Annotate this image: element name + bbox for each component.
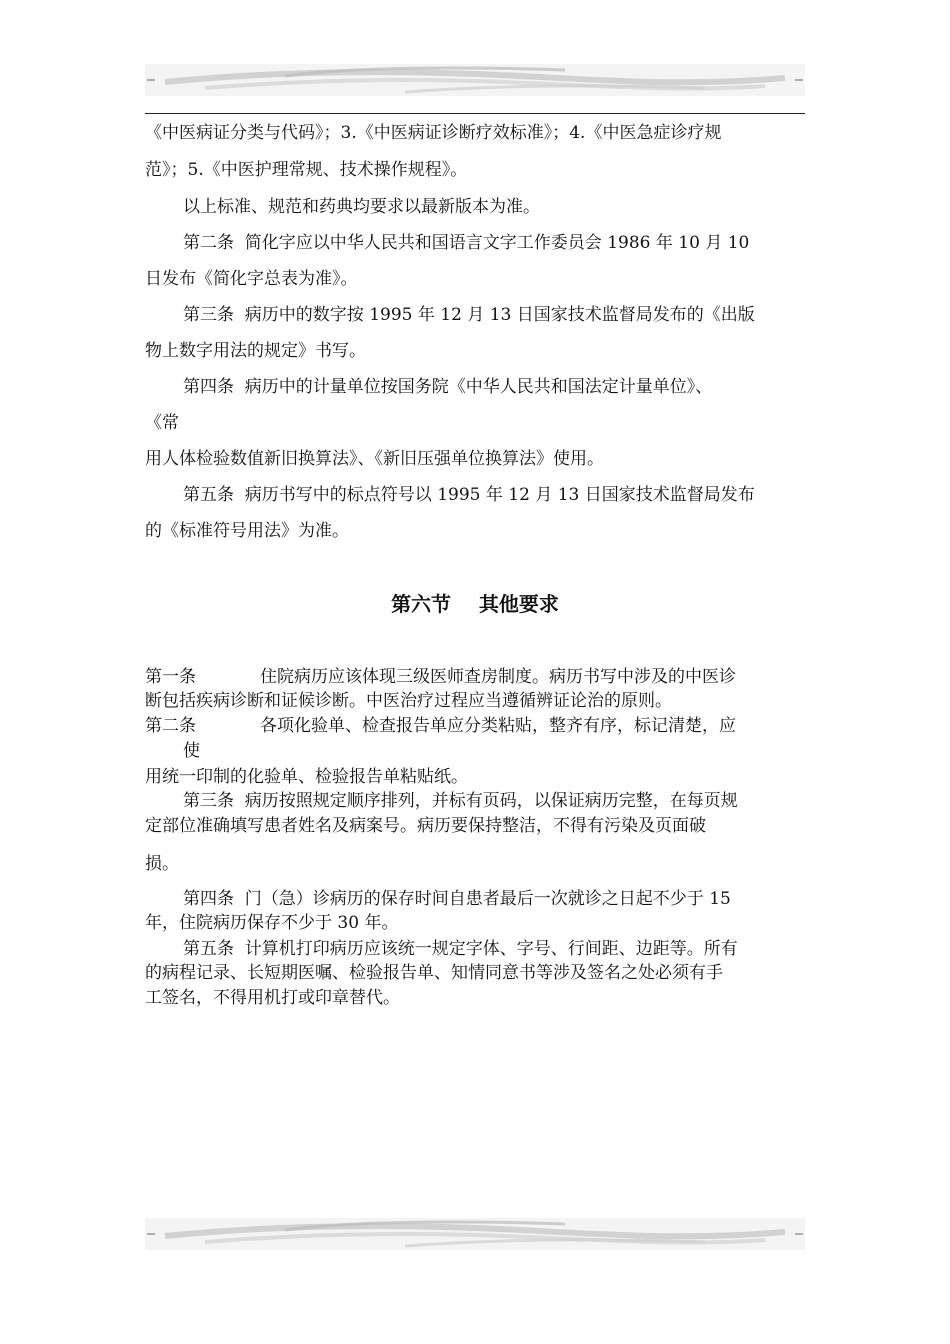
article-4-line: 用人体检验数值新旧换算法》、《新旧压强单位换算法》使用。 bbox=[145, 449, 604, 469]
article-3-line: 第三条 病历按照规定顺序排列，并标有页码，以保证病历完整，在每页规 bbox=[183, 791, 738, 811]
header-brush-decoration bbox=[145, 58, 805, 102]
section-title: 第六节 其他要求 bbox=[391, 592, 559, 616]
article-5-line: 第五条 计算机打印病历应该统一规定字体、字号、行间距、边距等。所有 bbox=[183, 939, 738, 959]
article-5-line: 工签名，不得用机打或印章替代。 bbox=[145, 988, 400, 1008]
header-rule bbox=[145, 113, 805, 114]
footer-brush-decoration bbox=[145, 1212, 805, 1256]
body-line: 《中医病证分类与代码》；3.《中医病证诊断疗效标准》；4.《中医急症诊疗规 bbox=[145, 123, 722, 143]
article-1-line: 断包括疾病诊断和证候诊断。中医治疗过程应当遵循辨证论治的原则。 bbox=[145, 691, 672, 711]
article-3-line: 物上数字用法的规定》书写。 bbox=[145, 341, 366, 361]
article-4-line: 《常 bbox=[145, 413, 179, 433]
article-2-line: 用统一印制的化验单、检验报告单粘贴纸。 bbox=[145, 767, 468, 787]
article-4-line: 第四条 门（急）诊病历的保存时间自患者最后一次就诊之日起不少于 15 bbox=[183, 889, 731, 909]
body-line: 范》；5.《中医护理常规、技术操作规程》。 bbox=[145, 160, 468, 180]
article-5-line: 的《标准符号用法》为准。 bbox=[145, 521, 349, 541]
article-2-label: 第二条 bbox=[145, 716, 196, 736]
article-5-line: 第五条 病历书写中的标点符号以 1995 年 12 月 13 日国家技术监督局发布 bbox=[183, 485, 755, 505]
article-3-line: 损。 bbox=[145, 854, 179, 874]
article-2-line: 日发布《简化字总表为准》。 bbox=[145, 269, 358, 289]
article-1-line: 住院病历应该体现三级医师查房制度。病历书写中涉及的中医诊 bbox=[260, 667, 736, 687]
article-2-wrap: 使 bbox=[183, 741, 200, 761]
article-3-line: 定部位准确填写患者姓名及病案号。病历要保持整洁，不得有污染及页面破 bbox=[145, 816, 706, 836]
article-2-line: 第二条 简化字应以中华人民共和国语言文字工作委员会 1986 年 10 月 10 bbox=[183, 233, 750, 253]
article-4-line: 第四条 病历中的计量单位按国务院《中华人民共和国法定计量单位》、 bbox=[183, 377, 713, 397]
article-5-line: 的病程记录、长短期医嘱、检验报告单、知情同意书等涉及签名之处必须有手 bbox=[145, 963, 723, 983]
article-2-line: 各项化验单、检查报告单应分类粘贴，整齐有序，标记清楚，应 bbox=[260, 716, 736, 736]
article-1-label: 第一条 bbox=[145, 667, 196, 687]
article-3-line: 第三条 病历中的数字按 1995 年 12 月 13 日国家技术监督局发布的《出版 bbox=[183, 305, 755, 325]
body-line: 以上标准、规范和药典均要求以最新版本为准。 bbox=[183, 197, 540, 217]
article-4-line: 年，住院病历保存不少于 30 年。 bbox=[145, 913, 399, 933]
